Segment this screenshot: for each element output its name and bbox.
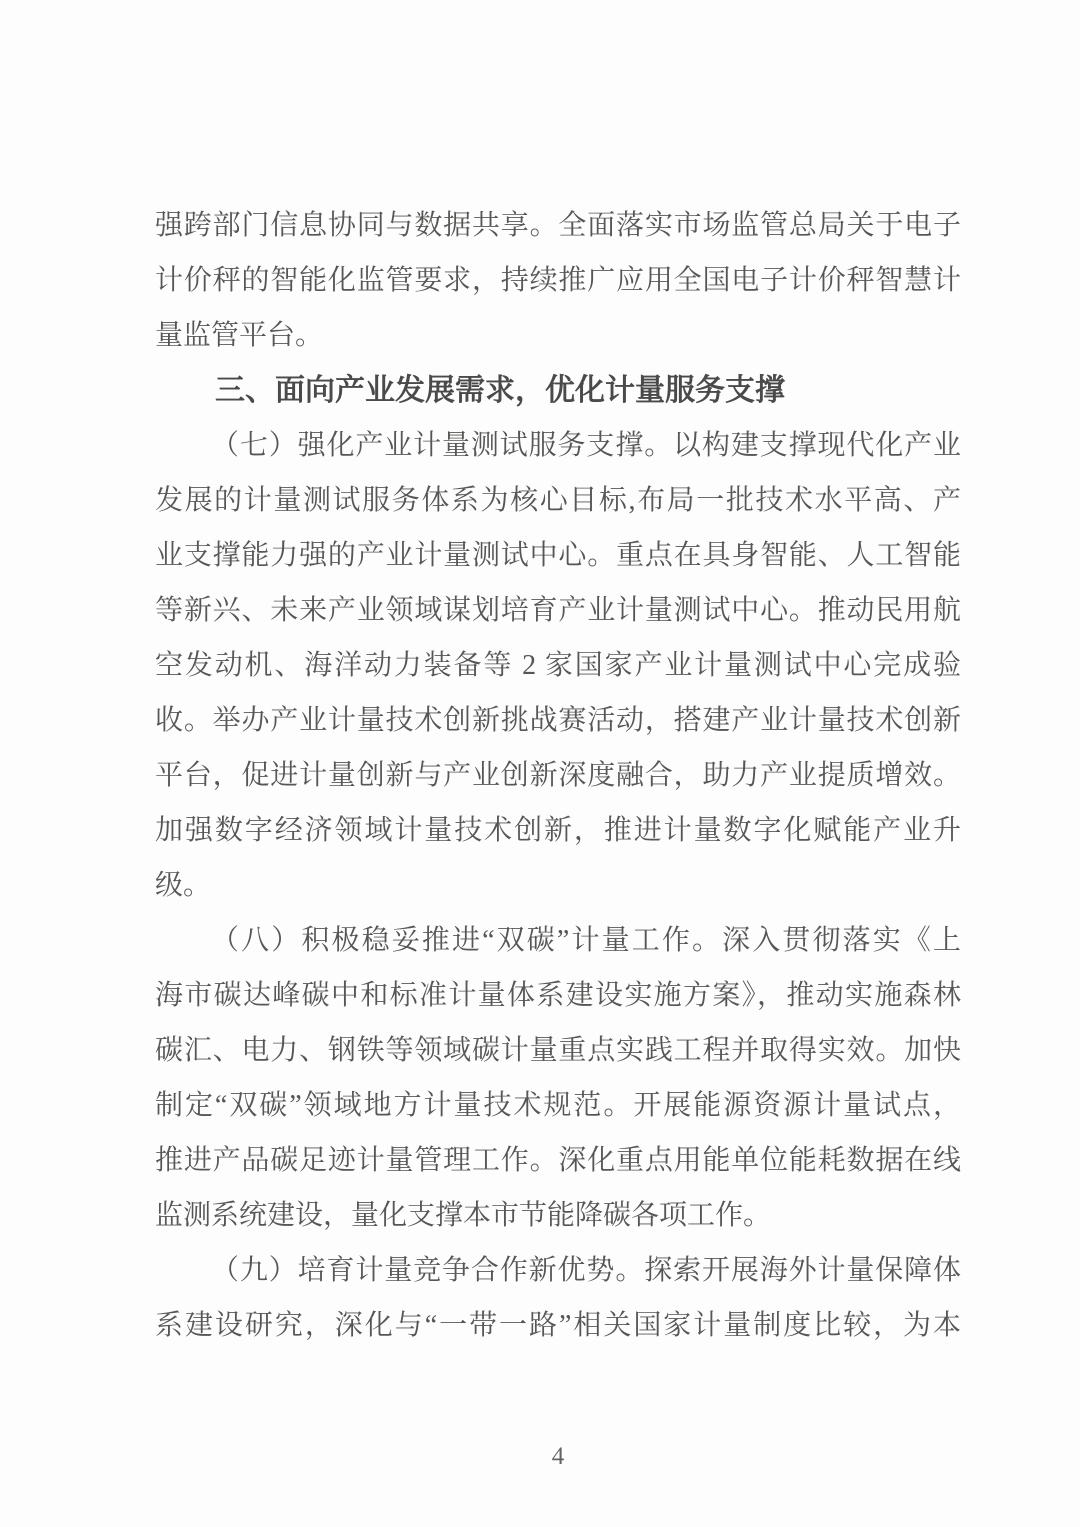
text-line: 制定“双碳”领域地方计量技术规范。开展能源资源计量试点， <box>155 1090 961 1121</box>
text-line: 计价秤的智能化监管要求，持续推广应用全国电子计价秤智慧计 <box>155 265 961 296</box>
text-line: 空发动机、海洋动力装备等 2 家国家产业计量测试中心完成验 <box>155 650 961 681</box>
text-line: 碳汇、电力、钢铁等领域碳计量重点实践工程并取得实效。加快 <box>155 1035 961 1066</box>
text-line: 平台，促进计量创新与产业创新深度融合，助力产业提质增效。 <box>155 760 961 791</box>
text-line: 发展的计量测试服务体系为核心目标,布局一批技术水平高、产 <box>155 485 961 516</box>
text-line: 等新兴、未来产业领域谋划培育产业计量测试中心。推动民用航 <box>155 595 961 626</box>
text-line: （八）积极稳妥推进“双碳”计量工作。深入贯彻落实《上 <box>211 925 961 956</box>
text-line: （九）培育计量竞争合作新优势。探索开展海外计量保障体 <box>211 1255 961 1286</box>
paragraph-continuation <box>155 198 961 363</box>
text-line: 量监管平台。 <box>155 320 324 351</box>
text-line: 收。举办产业计量技术创新挑战赛活动，搭建产业计量技术创新 <box>155 705 961 736</box>
paragraph-eight <box>155 913 961 1243</box>
text-line: 强跨部门信息协同与数据共享。全面落实市场监管总局关于电子 <box>155 210 961 241</box>
text-line: 推进产品碳足迹计量管理工作。深化重点用能单位能耗数据在线 <box>155 1145 961 1176</box>
page-content <box>155 198 961 1353</box>
section-heading: 三、面向产业发展需求，优化计量服务支撑 <box>215 374 785 407</box>
page-number: 4 <box>551 1443 565 1470</box>
text-line: 业支撑能力强的产业计量测试中心。重点在具身智能、人工智能 <box>155 540 961 571</box>
text-line: （七）强化产业计量测试服务支撑。以构建支撑现代化产业 <box>211 430 961 461</box>
text-line: 监测系统建设，量化支撑本市节能降碳各项工作。 <box>155 1200 772 1231</box>
paragraph-nine <box>155 1243 961 1353</box>
text-line: 海市碳达峰碳中和标准计量体系建设实施方案》，推动实施森林 <box>155 980 961 1011</box>
paragraph-seven <box>155 418 961 913</box>
text-line: 系建设研究，深化与“一带一路”相关国家计量制度比较，为本 <box>155 1310 961 1341</box>
text-line: 级。 <box>155 870 212 901</box>
text-line: 加强数字经济领域计量技术创新，推进计量数字化赋能产业升 <box>155 815 961 846</box>
